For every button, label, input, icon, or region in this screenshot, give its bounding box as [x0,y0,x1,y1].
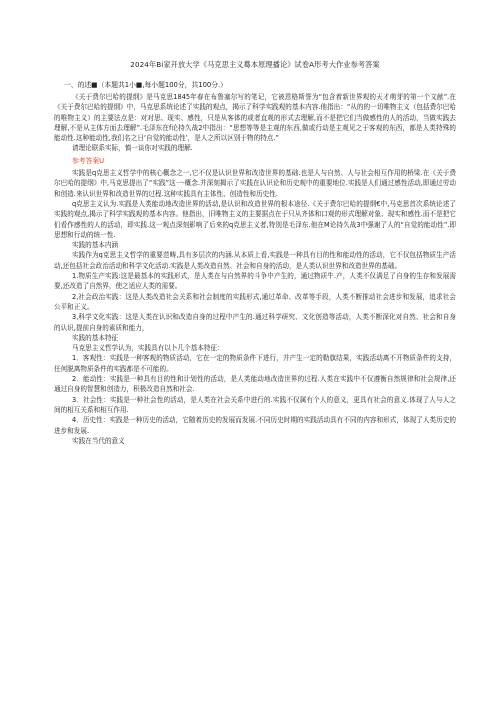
question-prompt: 请理论联系实际，慎一谈你对实践的理解. [72,144,193,153]
answer-list-item: 1.物质生产实践:这是最基本的实践形式，是人类在与自然界的斗争中产生的，通过物质牛.产，人类不仅满足了自身的生存和发展需要,还改造了自然界，使之适应人类的需要。 [54,272,456,291]
answer-paragraph: q克思主义认为.实践是人类能动地改造世界的活动,是认识和改造世界的根本途径.《关于费尔巴哈的提纲€中,马克思首次系统论述了实践的观点,揭示了科学实践观的基本内容。他指出，旧唯物主义的主要据点在于只从齐体和口观的形式理解对象、现实和感性.而不是把它们看作感性的人的活动，即实践.这一观点深刻影响了后来的q克思主义者,特别是毛泽东.他在M论持久战3中强谢了人的“自觉的能动性”.即思想和行动的统一性. [54,199,456,239]
answer-subheading: 实践的基本内涵 [72,241,119,250]
answer-list-item: 4．历史性：实践是一种历史的活动，它随着历史的发展而发展.不同历史时期的实践活动具有不同的内容和形式，体现了人类历史的进步和发展. [54,416,456,435]
answer-subheading: 实践的基本特征 [72,333,119,342]
answer-paragraph: 实践作为q克思主义哲学的重要范畴,具有多层次的内涵.从本质上看,实践是一种具有目的性和能动性的活动，它不仅包括物质生产活动,还包括社会政治活动和科学文化活动.实践是人类改造自然、社会和自身的活动，是人类认识世界和改造世界的基础。 [54,251,456,270]
answer-list-item: 3,科学文化实践：这是人类在认识和改造自身的过程中产生的.通过科学研究、文化创造等活动，人类不断深化对自然、社会和自身的认识,提前自身的素质和能力， [54,313,456,332]
answer-list-item: 3．社会性：实践是一种社会性的活动，是人类在社会关系中进行的.实践不仅属有个人的意义，更具有社会的意义.体现了人与人之间的相互关系和相互作用. [54,395,456,414]
answer-list-item: 2．能动性：实践是一种具有目的性和计划性的活动，是人类能动地改造世界的过程.人类在实践中不仅遵衡自然规律和社会规律,还通过自身的智慧和创造力，积极改造自然和社会. [54,375,456,394]
section-heading: 一、的述■（本题共1小■,每小题100分，共100分.） [64,81,227,89]
answer-paragraph: 实践是q克思主义哲学中的核心概念之一,它不仅是认识世界和改造世界的基础.也是人与自然、人与社会相互作用的桥梁.在《关于费尔巴哈的提纲》中,马克思提出了“实践”这一-概念.并深刻揭示了实践在认识论和历史观中的重要地位.实践是人们通过感性活动,即通过劳动和创造.来认识世界和改造世界的过程.这种实践具有主体性、创造性和历史性. [54,169,456,198]
answer-list-item: 1．客观性：实践是一种客观的物质活动，它在一定的物质条件下进行，并产生一定的勒旗结果，实践活动离不开物质条件的支持，任何脱离物质条件的实践都是不可能的。 [54,354,456,373]
question-paragraph: 《关于费尔巴哈的提纲》是马克思1845年春在布鲁塞尔写的笔记，它被恩格斯誉为“包含着新世界观的天才萌芽的第一个文献”.在《关于费尔巴哈的提纲》中，马克思系统论述了实践的观点，揭示了科学实践观的基本内容.他指出：“从的的一切唯物主义（包括费尔巴哈的唯物主义）的主要法点是：对对思、现实、感性，只是从客体的或者直观的形式去理解,而不是把它们当做感性的人的活动，当做实践去理解,不是从主体方面去理解”.毛泽东在f论持久战2中指出：“思想等等是主观的东西,做或行动是主观见之于客观的东西，都是人类特殊的能动性.这种能动性,我们名之日‘自觉的能动性’，是人之所以区别于物的特点.” [54,93,456,143]
answer-list-item: 2,社会政治实践：这是人类改造社会关系和社会制度的实践形式,通过革命、改革等手段，人类不断推动社会进步和发展，追求社会公平和正义。 [54,292,456,311]
answer-label: 参考答案U [72,156,105,165]
answer-subheading: 实践在当代的意义 [72,436,125,445]
document-title: 2024年Bi家开放大学《马克思主义蓦本原理播论》试卷A形考大作业参考答案 [130,60,380,69]
answer-paragraph: 马克思主义哲学认为，实践具有以卜几个基本特征： [72,344,224,353]
